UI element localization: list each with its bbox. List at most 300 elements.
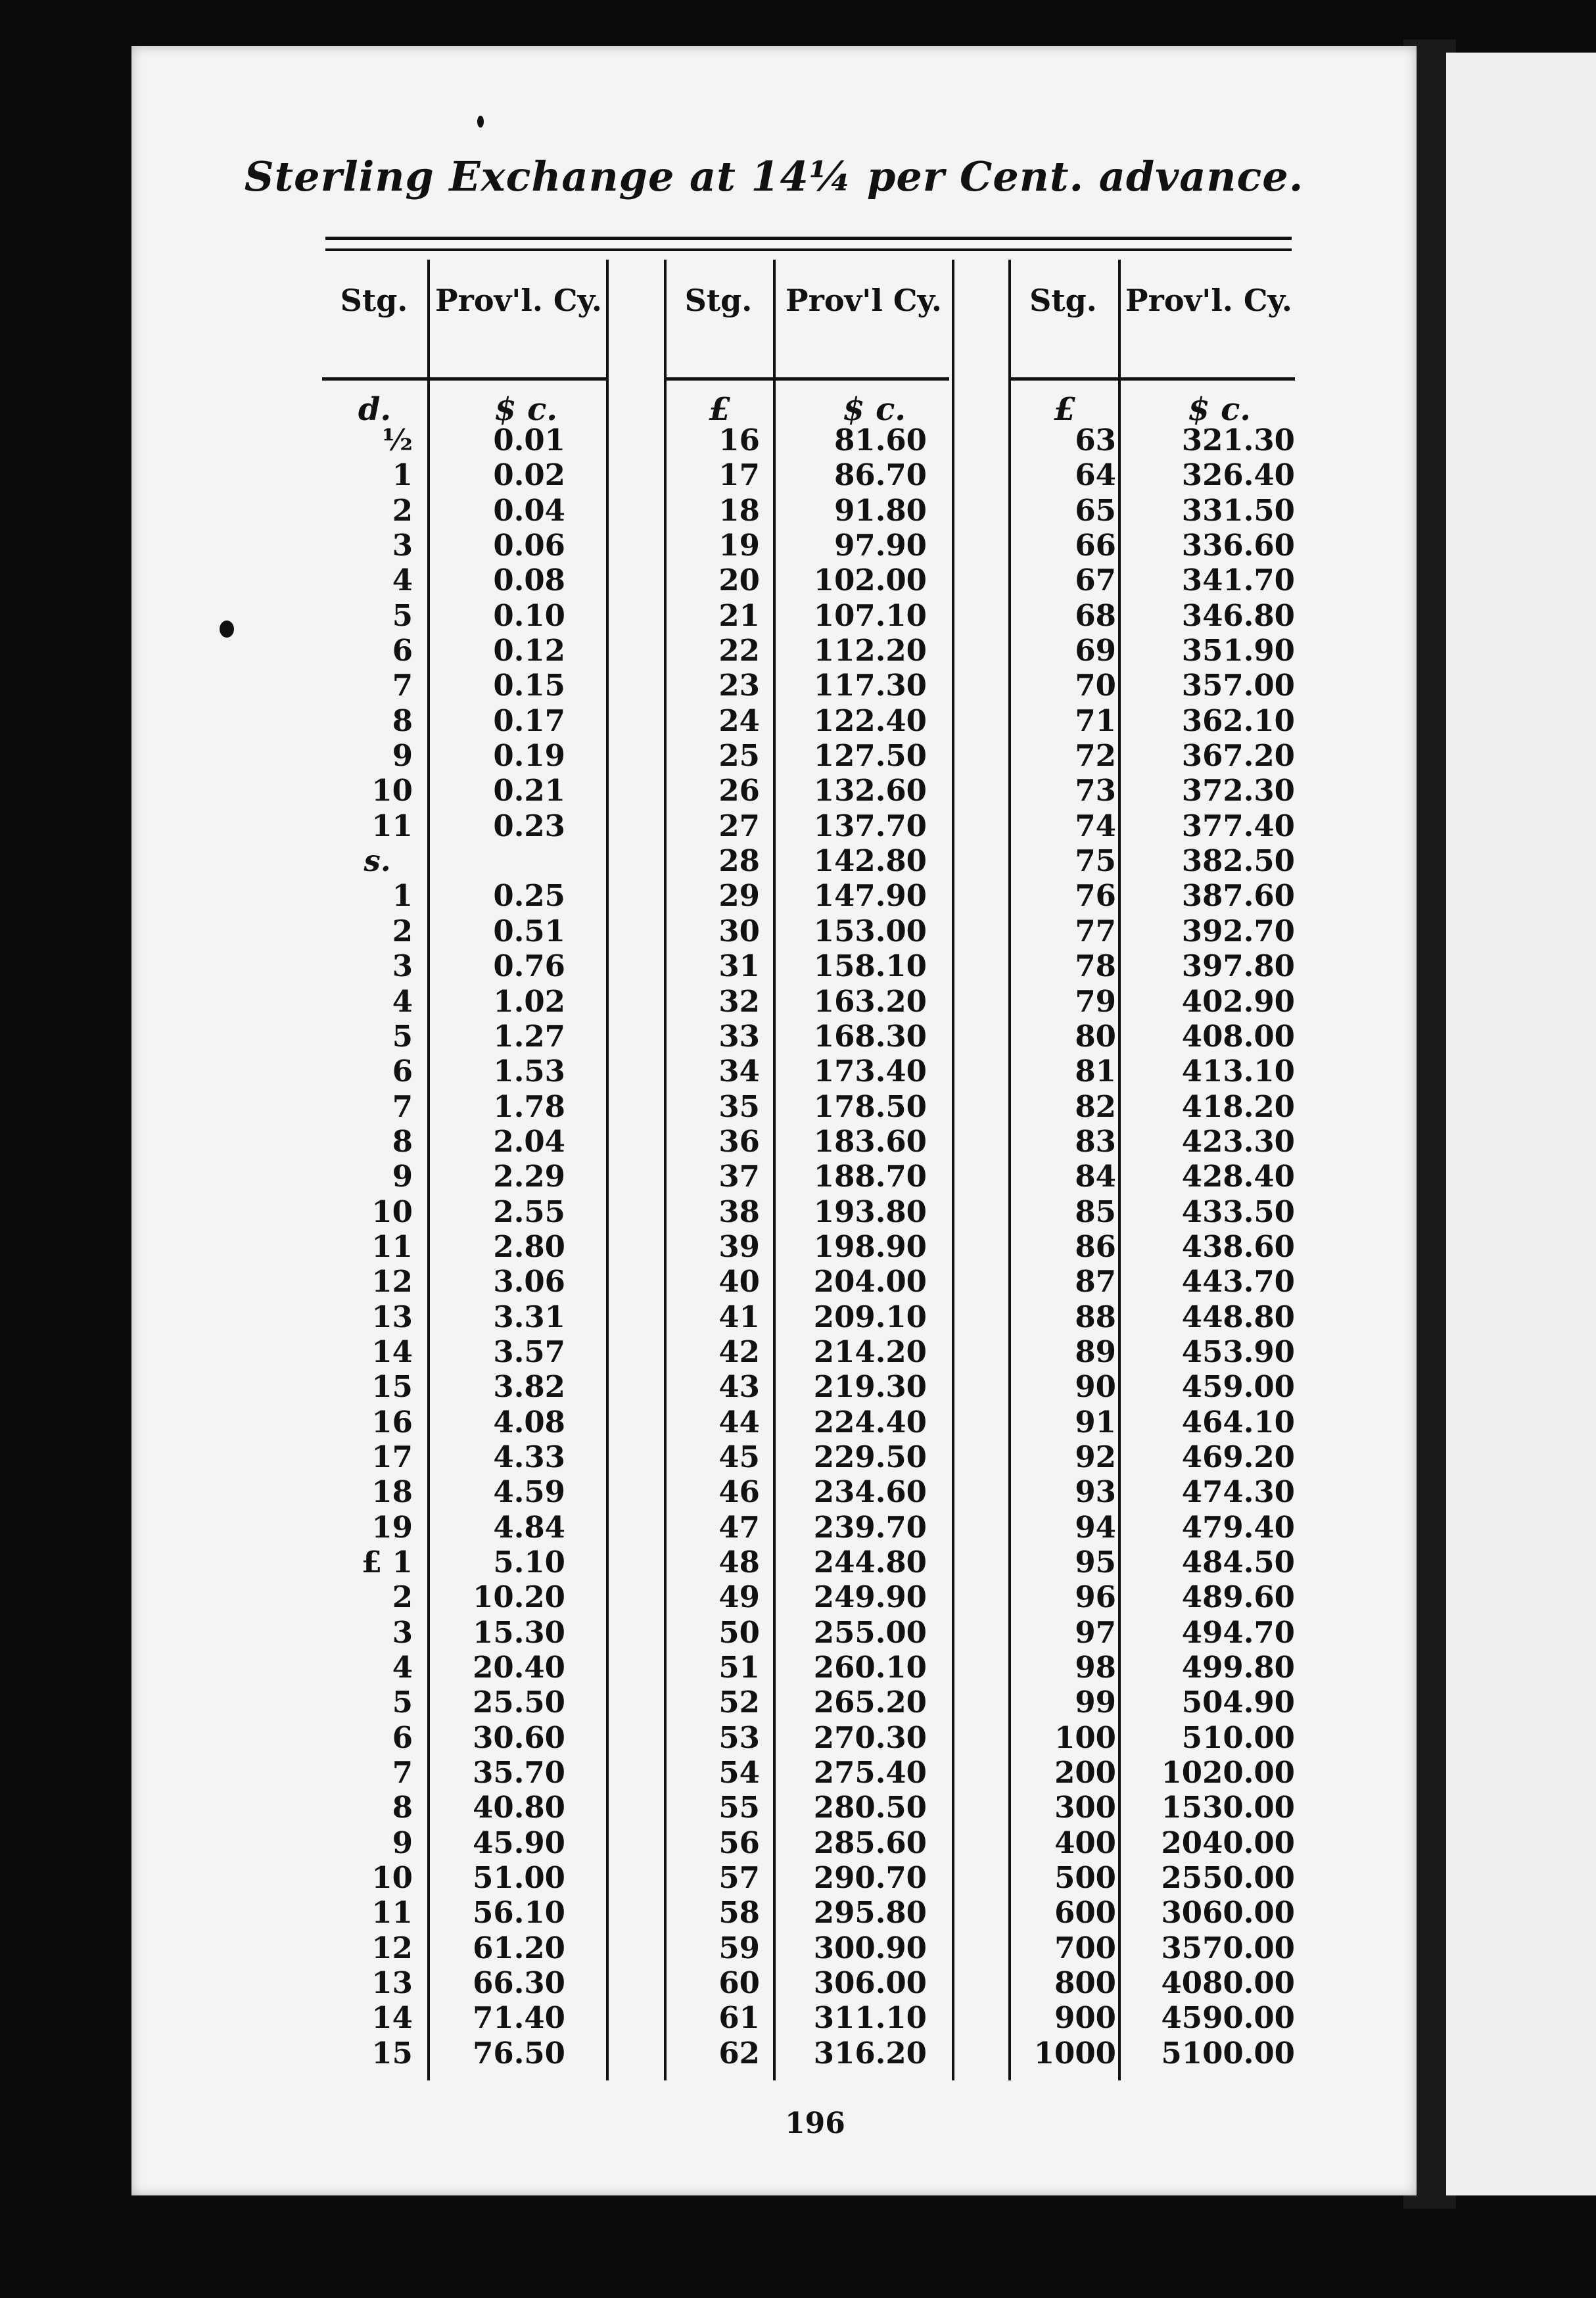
header-stg-2: Stg.: [684, 283, 753, 318]
table-cell: 77: [1075, 913, 1116, 949]
table-cell: 504.90: [1181, 1685, 1295, 1720]
table-cell: 16: [718, 423, 760, 457]
table-cell: 132.60: [813, 773, 927, 809]
table-cell: 331.50: [1181, 492, 1295, 528]
table-cell: 68: [1075, 598, 1116, 633]
table-cell: 96: [1075, 1580, 1116, 1615]
table-cell: 200: [1054, 1755, 1116, 1791]
table-cell: 7: [392, 1089, 413, 1124]
table-cell: 204.00: [813, 1264, 927, 1300]
table-cell: 9: [392, 1825, 413, 1860]
table-cell: 10: [371, 773, 413, 809]
table-cell: 21: [718, 598, 760, 633]
page-number: 196: [785, 2107, 845, 2140]
table-cell: 8: [392, 1790, 413, 1825]
table-cell: 3.82: [493, 1369, 565, 1405]
table-cell: 377.40: [1181, 808, 1295, 843]
table-cell: 10: [371, 1194, 413, 1229]
table-cell: 58: [718, 1895, 760, 1931]
table-cell: 25: [718, 738, 760, 774]
table-cell: 2: [392, 913, 413, 949]
table-cell: 11: [371, 808, 413, 843]
table2-stg-column: [677, 423, 760, 2071]
table-cell: 70: [1075, 668, 1116, 703]
table-cell: 244.80: [813, 1545, 927, 1580]
table-cell: 40.80: [473, 1790, 565, 1825]
table-cell: 88: [1075, 1299, 1116, 1334]
table-cell: 91.80: [834, 492, 927, 528]
table-cell: 500: [1054, 1860, 1116, 1896]
table-cell: 9: [392, 738, 413, 774]
table-cell: 300.90: [813, 1930, 927, 1965]
table-cell: 75: [1075, 843, 1116, 879]
table-cell: £ 1: [361, 1545, 413, 1580]
table-cell: 188.70: [813, 1159, 927, 1194]
top-rule: [325, 237, 1292, 240]
table-cell: 78: [1075, 949, 1116, 984]
table-cell: 357.00: [1181, 668, 1295, 703]
table-cell: 397.80: [1181, 949, 1295, 984]
table-cell: 224.40: [813, 1404, 927, 1440]
header-prov-1: Prov'l. Cy.: [435, 283, 602, 318]
table-cell: 55: [718, 1790, 760, 1825]
table-cell: 1530.00: [1161, 1790, 1295, 1825]
table-cell: 23: [718, 668, 760, 703]
table-cell: 97.90: [834, 528, 927, 563]
table-cell: 413.10: [1181, 1054, 1295, 1089]
table-cell: 1: [392, 878, 413, 914]
table-cell: 326.40: [1181, 457, 1295, 493]
table-cell: 400: [1054, 1825, 1116, 1860]
table-cell: 56: [718, 1825, 760, 1860]
table-cell: 6: [392, 633, 413, 668]
table-cell: 56.10: [473, 1895, 565, 1931]
table-cell: 249.90: [813, 1580, 927, 1615]
table-cell: 433.50: [1181, 1194, 1295, 1229]
table-cell: 14: [371, 2000, 413, 2036]
header-rule-2: [665, 377, 949, 381]
table-cell: 4: [392, 563, 413, 598]
table-cell: 52: [718, 1685, 760, 1720]
table-cell: 4.84: [493, 1509, 565, 1545]
table-cell: 43: [718, 1369, 760, 1405]
table-cell: s.: [364, 843, 391, 879]
table-cell: 260.10: [813, 1650, 927, 1685]
table-cell: ½: [382, 423, 413, 457]
table-cell: 321.30: [1181, 423, 1295, 457]
table-cell: 367.20: [1181, 738, 1295, 774]
table-cell: 112.20: [813, 633, 927, 668]
table-cell: 64: [1075, 457, 1116, 493]
table-cell: 45: [718, 1439, 760, 1474]
table-cell: 290.70: [813, 1860, 927, 1896]
table-cell: 2.29: [493, 1159, 565, 1194]
table-cell: 51.00: [473, 1860, 565, 1896]
table1-cy-column: [434, 423, 565, 2071]
table-cell: 178.50: [813, 1089, 927, 1124]
table-cell: 28: [718, 843, 760, 879]
table-cell: 11: [371, 1229, 413, 1264]
table-cell: 306.00: [813, 1965, 927, 2001]
table-cell: 494.70: [1181, 1614, 1295, 1650]
table-cell: 27: [718, 808, 760, 843]
table-cell: 479.40: [1181, 1509, 1295, 1545]
table-cell: 4080.00: [1161, 1965, 1295, 2001]
table-cell: 93: [1075, 1474, 1116, 1510]
table-cell: 0.51: [493, 913, 565, 949]
table-cell: 3570.00: [1161, 1930, 1295, 1965]
table-cell: 423.30: [1181, 1123, 1295, 1159]
table-cell: 15.30: [473, 1614, 565, 1650]
table-cell: 418.20: [1181, 1089, 1295, 1124]
table-cell: 22: [718, 633, 760, 668]
table-cell: 26: [718, 773, 760, 809]
table-cell: 38: [718, 1194, 760, 1229]
table-cell: 19: [718, 528, 760, 563]
table2-cy-column: [789, 423, 927, 2071]
table-cell: 42: [718, 1334, 760, 1369]
table-cell: 37: [718, 1159, 760, 1194]
table-cell: 80: [1075, 1018, 1116, 1054]
table-cell: 7: [392, 668, 413, 703]
table-cell: 2: [392, 1580, 413, 1615]
table-cell: 1: [392, 457, 413, 493]
table-cell: 12: [371, 1264, 413, 1300]
table-cell: 270.30: [813, 1720, 927, 1755]
table-cell: 700: [1054, 1930, 1116, 1965]
table-cell: 9: [392, 1159, 413, 1194]
table-cell: 336.60: [1181, 528, 1295, 563]
table-cell: 351.90: [1181, 633, 1295, 668]
table-cell: 0.08: [493, 563, 565, 598]
table-cell: 13: [371, 1965, 413, 2001]
table-cell: 45.90: [473, 1825, 565, 1860]
column-divider: [664, 260, 667, 2080]
table-cell: 183.60: [813, 1123, 927, 1159]
table-cell: 5: [392, 1018, 413, 1054]
table-cell: 81.60: [834, 423, 927, 457]
table-cell: 142.80: [813, 843, 927, 879]
table-cell: 2550.00: [1161, 1860, 1295, 1896]
table-cell: 13: [371, 1299, 413, 1334]
table-cell: 1.02: [493, 983, 565, 1019]
unit-pence: d.: [358, 391, 392, 428]
table-cell: 82: [1075, 1089, 1116, 1124]
table-cell: 36: [718, 1123, 760, 1159]
table-cell: 900: [1054, 2000, 1116, 2036]
table-cell: 67: [1075, 563, 1116, 598]
header-rule-3: [1011, 377, 1295, 381]
table-cell: 99: [1075, 1685, 1116, 1720]
unit-dollar-cent-2: $ c.: [842, 391, 906, 428]
table-cell: 127.50: [813, 738, 927, 774]
table-cell: 193.80: [813, 1194, 927, 1229]
table-cell: 29: [718, 878, 760, 914]
table-cell: 0.04: [493, 492, 565, 528]
table-cell: 87: [1075, 1264, 1116, 1300]
table-cell: 510.00: [1181, 1720, 1295, 1755]
table-cell: 34: [718, 1054, 760, 1089]
table-cell: 229.50: [813, 1439, 927, 1474]
table-cell: 387.60: [1181, 878, 1295, 914]
table-cell: 392.70: [1181, 913, 1295, 949]
table-cell: 3: [392, 1614, 413, 1650]
table-cell: 153.00: [813, 913, 927, 949]
table-cell: [434, 843, 565, 878]
table-cell: 3.31: [493, 1299, 565, 1334]
table-cell: 474.30: [1181, 1474, 1295, 1510]
table-cell: 32: [718, 983, 760, 1019]
table-cell: 800: [1054, 1965, 1116, 2001]
table-cell: 100: [1054, 1720, 1116, 1755]
table-cell: 46: [718, 1474, 760, 1510]
table-cell: 57: [718, 1860, 760, 1896]
table-cell: 428.40: [1181, 1159, 1295, 1194]
table-cell: 35: [718, 1089, 760, 1124]
column-divider: [952, 260, 954, 2080]
table-cell: 147.90: [813, 878, 927, 914]
table-cell: 51: [718, 1650, 760, 1685]
table-cell: 1.78: [493, 1089, 565, 1124]
table-cell: 0.12: [493, 633, 565, 668]
table-cell: 6: [392, 1054, 413, 1089]
table-cell: 90: [1075, 1369, 1116, 1405]
table-cell: 63: [1075, 423, 1116, 457]
table-cell: 438.60: [1181, 1229, 1295, 1264]
table-cell: 53: [718, 1720, 760, 1755]
table-cell: 12: [371, 1930, 413, 1965]
table-cell: 39: [718, 1229, 760, 1264]
column-divider: [427, 260, 430, 2080]
table-cell: 219.30: [813, 1369, 927, 1405]
table-cell: 362.10: [1181, 703, 1295, 738]
table-cell: 84: [1075, 1159, 1116, 1194]
table-cell: 94: [1075, 1509, 1116, 1545]
table-cell: 600: [1054, 1895, 1116, 1931]
table-cell: 61.20: [473, 1930, 565, 1965]
table-cell: 60: [718, 1965, 760, 2001]
ink-speck: [220, 621, 234, 638]
table-cell: 280.50: [813, 1790, 927, 1825]
column-divider: [1008, 260, 1011, 2080]
table-cell: 16: [371, 1404, 413, 1440]
table-cell: 117.30: [813, 668, 927, 703]
table-cell: 49: [718, 1580, 760, 1615]
table-cell: 168.30: [813, 1018, 927, 1054]
table-cell: 73: [1075, 773, 1116, 809]
table-cell: 20: [718, 563, 760, 598]
table-cell: 50: [718, 1614, 760, 1650]
table-cell: 0.01: [493, 423, 565, 457]
table-cell: 18: [718, 492, 760, 528]
top-rule-thin: [325, 248, 1292, 251]
table-cell: 2040.00: [1161, 1825, 1295, 1860]
table-cell: 408.00: [1181, 1018, 1295, 1054]
table-cell: 33: [718, 1018, 760, 1054]
table-cell: 30: [718, 913, 760, 949]
table-cell: 464.10: [1181, 1404, 1295, 1440]
table-cell: 15: [371, 1369, 413, 1405]
unit-dollar-cent-1: $ c.: [494, 391, 558, 428]
table-cell: 3.06: [493, 1264, 565, 1300]
facing-page-edge: [1446, 53, 1596, 2195]
table-cell: 0.19: [493, 738, 565, 774]
table-cell: 2.04: [493, 1123, 565, 1159]
table-cell: 4: [392, 1650, 413, 1685]
table-cell: 81: [1075, 1054, 1116, 1089]
table-cell: 311.10: [813, 2000, 927, 2036]
table3-stg-column: [1019, 423, 1116, 2071]
table-cell: 255.00: [813, 1614, 927, 1650]
table-cell: 89: [1075, 1334, 1116, 1369]
table-cell: 0.02: [493, 457, 565, 493]
table-cell: 2.80: [493, 1229, 565, 1264]
table-cell: 97: [1075, 1614, 1116, 1650]
table-cell: 372.30: [1181, 773, 1295, 809]
table-cell: 86: [1075, 1229, 1116, 1264]
table-cell: 3: [392, 949, 413, 984]
table-cell: 137.70: [813, 808, 927, 843]
table-cell: 158.10: [813, 949, 927, 984]
table-cell: 4.08: [493, 1404, 565, 1440]
table-cell: 3: [392, 528, 413, 563]
table-cell: 76: [1075, 878, 1116, 914]
table-cell: 41: [718, 1299, 760, 1334]
table-cell: 85: [1075, 1194, 1116, 1229]
unit-pound-2: £: [709, 391, 731, 428]
header-prov-2: Prov'l Cy.: [786, 283, 942, 318]
table-cell: 469.20: [1181, 1439, 1295, 1474]
table-cell: 285.60: [813, 1825, 927, 1860]
table-cell: 0.21: [493, 773, 565, 809]
table-cell: 0.25: [493, 878, 565, 914]
table-cell: 6: [392, 1720, 413, 1755]
table-cell: 163.20: [813, 983, 927, 1019]
table-cell: 0.76: [493, 949, 565, 984]
table-cell: 11: [371, 1895, 413, 1931]
table-cell: 8: [392, 1123, 413, 1159]
table-cell: 2.55: [493, 1194, 565, 1229]
header-stg-1: Stg.: [340, 283, 408, 318]
table-cell: 484.50: [1181, 1545, 1295, 1580]
table-cell: 15: [371, 2035, 413, 2071]
table-cell: 0.10: [493, 598, 565, 633]
unit-pound-3: £: [1054, 391, 1076, 428]
table-cell: 209.10: [813, 1299, 927, 1334]
table-cell: 341.70: [1181, 563, 1295, 598]
header-rule-1: [322, 377, 606, 381]
table-cell: 66.30: [473, 1965, 565, 2001]
table-cell: 14: [371, 1334, 413, 1369]
table-cell: 74: [1075, 808, 1116, 843]
table-cell: 47: [718, 1509, 760, 1545]
table-cell: 459.00: [1181, 1369, 1295, 1405]
table-cell: 5.10: [493, 1545, 565, 1580]
table-cell: 69: [1075, 633, 1116, 668]
table-cell: 66: [1075, 528, 1116, 563]
table-cell: 5100.00: [1161, 2035, 1295, 2071]
table-cell: 71.40: [473, 2000, 565, 2036]
table-cell: 0.17: [493, 703, 565, 738]
table-cell: 3060.00: [1161, 1895, 1295, 1931]
table1-stg-column: [342, 423, 413, 2071]
table-cell: 31: [718, 949, 760, 984]
table-cell: 0.23: [493, 808, 565, 843]
table-cell: 382.50: [1181, 843, 1295, 879]
table-cell: 72: [1075, 738, 1116, 774]
table-cell: 275.40: [813, 1755, 927, 1791]
table-cell: 10: [371, 1860, 413, 1896]
table-cell: 265.20: [813, 1685, 927, 1720]
table-cell: 71: [1075, 703, 1116, 738]
table-cell: 98: [1075, 1650, 1116, 1685]
table-cell: 83: [1075, 1123, 1116, 1159]
table-cell: 2: [392, 492, 413, 528]
table-cell: 59: [718, 1930, 760, 1965]
table-cell: 4.59: [493, 1474, 565, 1510]
table-cell: 17: [718, 457, 760, 493]
table-cell: 448.80: [1181, 1299, 1295, 1334]
table-cell: 25.50: [473, 1685, 565, 1720]
table-cell: 91: [1075, 1404, 1116, 1440]
table-cell: 24: [718, 703, 760, 738]
table-cell: 4590.00: [1161, 2000, 1295, 2036]
table-cell: 61: [718, 2000, 760, 2036]
table-cell: 453.90: [1181, 1334, 1295, 1369]
table-cell: 7: [392, 1755, 413, 1791]
table-cell: 17: [371, 1439, 413, 1474]
table-cell: 30.60: [473, 1720, 565, 1755]
column-divider: [606, 260, 609, 2080]
table-cell: 346.80: [1181, 598, 1295, 633]
table-cell: 62: [718, 2035, 760, 2071]
table-cell: 295.80: [813, 1895, 927, 1931]
table-cell: 316.20: [813, 2035, 927, 2071]
table-cell: 4: [392, 983, 413, 1019]
table-cell: 499.80: [1181, 1650, 1295, 1685]
table-cell: 40: [718, 1264, 760, 1300]
table-cell: 92: [1075, 1439, 1116, 1474]
table-cell: 35.70: [473, 1755, 565, 1791]
header-stg-3: Stg.: [1029, 283, 1097, 318]
table-cell: 95: [1075, 1545, 1116, 1580]
table-cell: 20.40: [473, 1650, 565, 1685]
table-cell: 1020.00: [1161, 1755, 1295, 1791]
table-cell: 173.40: [813, 1054, 927, 1089]
table-cell: 76.50: [473, 2035, 565, 2071]
column-divider: [773, 260, 776, 2080]
table-cell: 4.33: [493, 1439, 565, 1474]
column-divider: [1118, 260, 1121, 2080]
table-cell: 48: [718, 1545, 760, 1580]
table-cell: 44: [718, 1404, 760, 1440]
table-cell: 198.90: [813, 1229, 927, 1264]
table-cell: 402.90: [1181, 983, 1295, 1019]
table-cell: 234.60: [813, 1474, 927, 1510]
unit-dollar-cent-3: $ c.: [1187, 391, 1252, 428]
table-cell: 5: [392, 1685, 413, 1720]
table-cell: 54: [718, 1755, 760, 1791]
table-cell: 19: [371, 1509, 413, 1545]
table-cell: 86.70: [834, 457, 927, 493]
table-cell: 102.00: [813, 563, 927, 598]
table-cell: 0.15: [493, 668, 565, 703]
table-cell: 8: [392, 703, 413, 738]
page-title: Sterling Exchange at 14¼ per Cent. advance.: [244, 152, 1304, 200]
table-cell: 18: [371, 1474, 413, 1510]
table-cell: 65: [1075, 492, 1116, 528]
ink-speck: [477, 116, 484, 128]
